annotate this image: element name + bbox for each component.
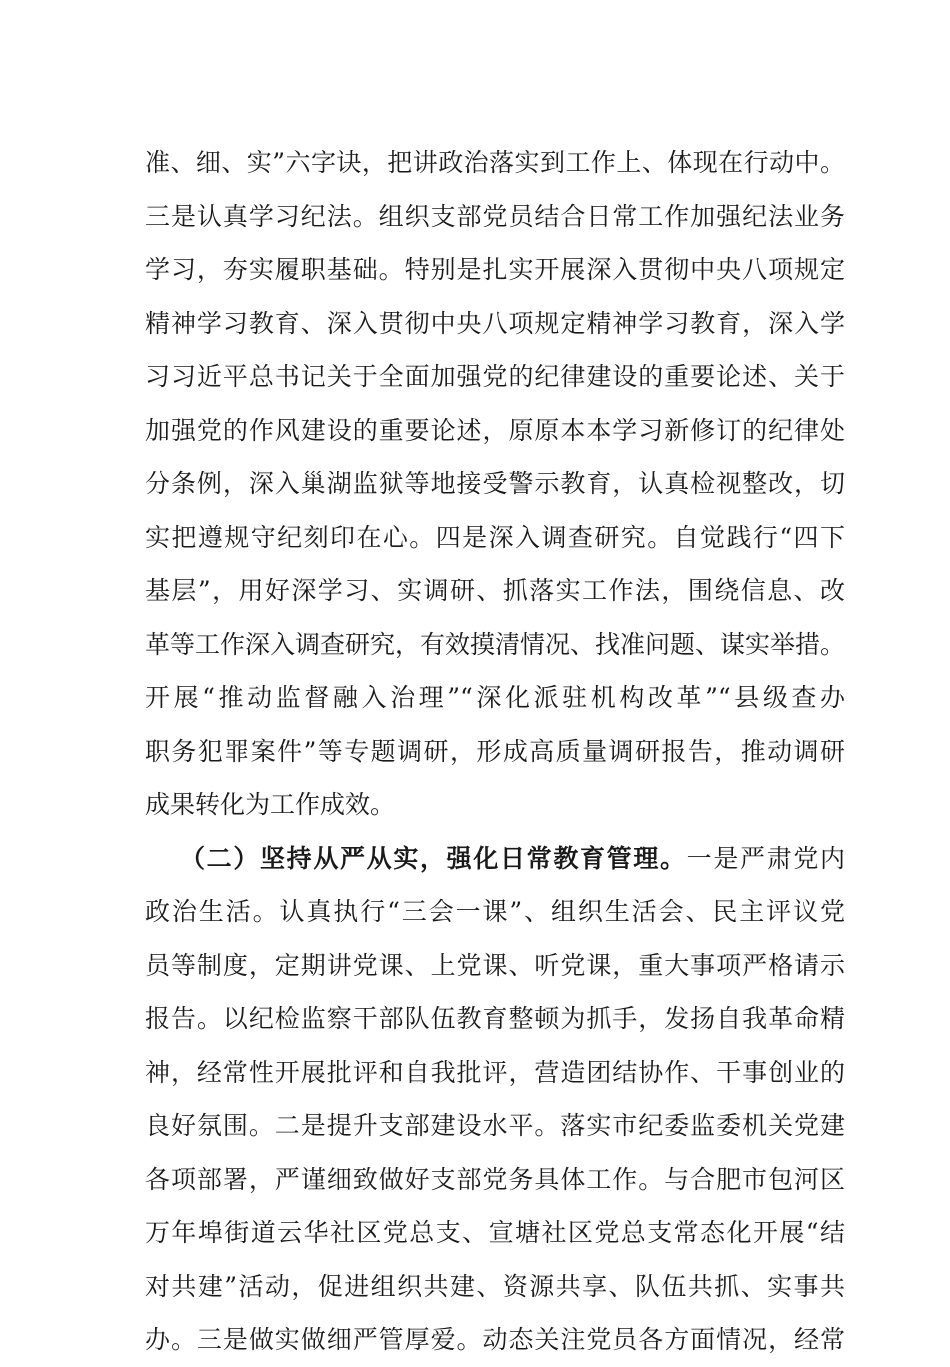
text-line: 三是认真学习纪法。组织支部党员结合日常工作加强纪法业务 (145, 201, 845, 231)
text-line: 习习近平总书记关于全面加强党的纪律建设的重要论述、关于 (145, 362, 845, 391)
document-body (145, 136, 845, 1367)
text-line: 员等制度，定期讲党课、上党课、听党课，重大事项严格请示 (145, 950, 845, 980)
text-line: 基层”，用好深学习、实调研、抓落实工作法，围绕信息、改 (145, 576, 845, 605)
text-line: 精神学习教育、深入贯彻中央八项规定精神学习教育，深入学 (145, 308, 845, 338)
text-line: 对共建”活动，促进组织共建、资源共享、队伍共抓、实事共 (145, 1271, 845, 1301)
text-line: 革等工作深入调查研究，有效摸清情况、找准问题、谋实举措。 (145, 629, 845, 659)
text-line: 报告。以纪检监察干部队伍教育整顿为抓手，发扬自我革命精 (145, 1004, 845, 1033)
section-heading-line (145, 832, 845, 886)
text-line: 良好氛围。二是提升支部建设水平。落实市纪委监委机关党建 (145, 1111, 845, 1140)
section-heading-continuation: 一是严肃党内 (686, 843, 845, 873)
text-line: 办。三是做实做细严管厚爱。动态关注党员各方面情况，经常 (145, 1325, 845, 1354)
text-line: 开展“推动监督融入治理”“深化派驻机构改革”“县级查办 (145, 683, 845, 712)
paragraph-2 (145, 832, 845, 1367)
text-line: 分条例，深入巢湖监狱等地接受警示教育，认真检视整改，切 (145, 469, 845, 498)
text-line: 成果转化为工作成效。 (145, 790, 396, 819)
text-line: 职务犯罪案件”等专题调研，形成高质量调研报告，推动调研 (145, 736, 845, 766)
text-line: 实把遵规守纪刻印在心。四是深入调查研究。自觉践行“四下 (145, 522, 845, 552)
text-line: 政治生活。认真执行“三会一课”、组织生活会、民主评议党 (145, 897, 845, 926)
text-line: 准、细、实”六字诀，把讲政治落实到工作上、体现在行动中。 (145, 148, 845, 177)
text-line: 各项部署，严谨细致做好支部党务具体工作。与合肥市包河区 (145, 1164, 845, 1194)
text-line: 学习，夯实履职基础。特别是扎实开展深入贯彻中央八项规定 (145, 255, 845, 284)
text-line: 万年埠街道云华社区党总支、宣塘社区党总支常态化开展“结 (145, 1218, 845, 1247)
text-line: 神，经常性开展批评和自我批评，营造团结协作、干事创业的 (145, 1057, 845, 1087)
text-line: 加强党的作风建设的重要论述，原原本本学习新修订的纪律处 (145, 415, 845, 445)
paragraph-1 (145, 136, 845, 832)
section-heading: （二）坚持从严从实，强化日常教育管理。 (180, 843, 687, 873)
